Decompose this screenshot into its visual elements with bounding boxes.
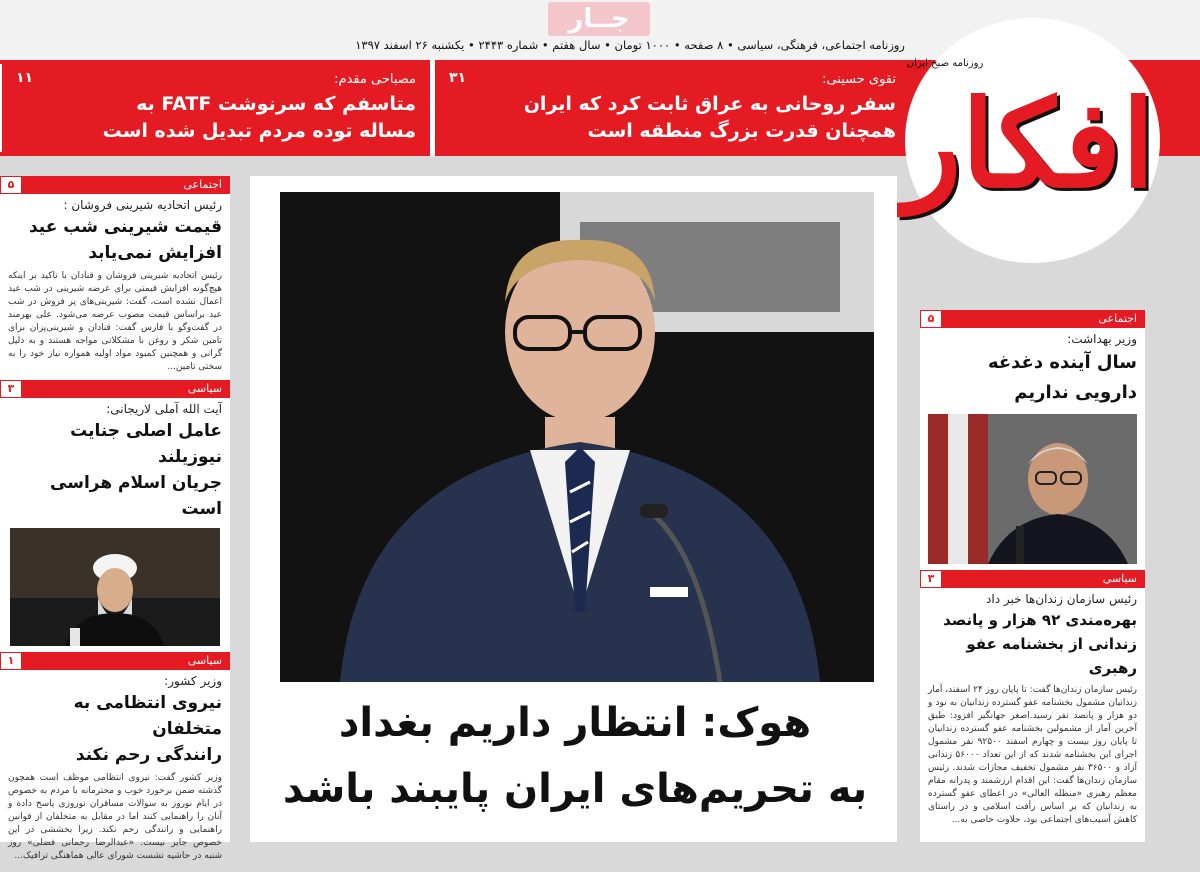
news-item[interactable]	[0, 380, 230, 646]
banner-teaser-fatf[interactable]	[0, 64, 430, 152]
headline-line: سال آینده دغدغه	[987, 352, 1137, 373]
headline-line: رانندگی رحم نکند	[75, 745, 222, 765]
section-label: سیاسی	[1102, 572, 1137, 585]
right-news-column	[920, 310, 1145, 842]
section-label: سیاسی	[187, 382, 222, 395]
section-label: اجتماعی	[183, 178, 222, 191]
page-number: ۵	[920, 310, 942, 328]
section-bar	[0, 176, 230, 194]
section-bar	[0, 380, 230, 398]
news-item[interactable]	[920, 310, 1145, 564]
headline-line: افزایش نمی‌یابد	[88, 243, 222, 263]
banner-teaser-rouhani-iraq[interactable]	[435, 64, 910, 152]
teaser-headline-line: همچنان قدرت بزرگ منطقه است	[587, 120, 896, 142]
portrait-illustration	[928, 414, 1137, 564]
teaser-headline	[16, 91, 416, 145]
section-label: سیاسی	[187, 654, 222, 667]
news-headline	[0, 416, 230, 522]
teaser-page-number: ۱۱	[16, 70, 34, 86]
section-bar	[0, 652, 230, 670]
health-minister-photo	[928, 414, 1137, 564]
news-kicker: وزیر بهداشت:	[1067, 332, 1137, 346]
news-headline	[0, 212, 230, 266]
section-label: اجتماعی	[1098, 312, 1137, 325]
teaser-headline	[449, 91, 896, 145]
main-headline[interactable]	[262, 690, 888, 835]
page-number: ۱	[0, 652, 22, 670]
news-headline	[0, 688, 230, 768]
teaser-page-number: ۳۱	[449, 70, 467, 86]
news-body: رئیس سازمان زندان‌ها گفت: تا پایان روز ۲۴ اسفند، آمار زندانیان مشمول بخشنامه عفو گسترده زندانیان به نود و دو هزار و پانصد نفر رسید.اصغر جهانگیر افزود: طبق آخرین آمار از مشمولین بخشنامه عفو گسترده زندانیان تا پایان روز بیست و چهارم اسفند ۹۲۵۰۰ نفر مشمول اجرای این بخشنامه شدند که از این تعداد ۵۶۰۰۰ زندانی آزاد و ۳۶۵۰۰ نفر مشمول تخفیف مجازات شدند. رئیس سازمان زندان‌ها گفت: این اقدام ارزشمند و پدرانه مقام معظم رهبری «منظله العالی» در اعطای عفو گسترده به زندانیان که بر اساس رأفت اسلامی و در راستای کاهش آسیب‌های اجتماعی بود، حلاوت خاصی به...	[928, 685, 1138, 825]
news-kicker: رئیس اتحادیه شیرینی فروشان :	[63, 198, 222, 212]
news-headline	[920, 606, 1145, 680]
logo-subtitle: روزنامه صبح ایران	[906, 58, 984, 69]
main-story-photo[interactable]	[280, 192, 874, 682]
news-kicker: آیت الله آملی لاریجانی:	[106, 402, 222, 416]
news-kicker: وزیر کشور:	[164, 674, 222, 688]
section-bar	[920, 570, 1145, 588]
teaser-kicker: تقوی حسینی:	[822, 72, 896, 87]
headline-line: جریان اسلام هراسی است	[50, 473, 222, 519]
teaser-headline-line: متاسفم که سرنوشت FATF به	[136, 93, 416, 115]
news-item[interactable]	[0, 176, 230, 380]
news-body: وزیر کشور گفت: نیروی انتظامی موظف است همچون گذشته ضمن برخورد خوب و محترمانه با مردم به خصوص در ایام نوروز به سوالات مسافران نوروزی پاسخ داده و آنان را راهنمایی کنند اما در مقابل به متخلفان از قوانین راهنمایی و رانندگی رحم نکند. زیرا بخششی در این خصوص جایز نیست. «عبدالرضا رحمانی فضلی» روز شنبه در حاشیه نشست شورای عالی هماهنگی ترافیک...	[8, 773, 222, 861]
headline-line: نیروی انتظامی به متخلفان	[73, 693, 222, 739]
page-number: ۳	[920, 570, 942, 588]
issue-info-line: روزنامه اجتماعی، فرهنگی، سیاسی • ۸ صفحه • ۱۰۰۰ تومان • سال هفتم • شماره ۲۴۴۳ • یکشنبه ۲۶ اسفند ۱۳۹۷	[355, 38, 905, 52]
main-headline-line: به تحریم‌های ایران پایبند باشد	[282, 766, 868, 812]
page-number: ۵	[0, 176, 22, 194]
teaser-headline-line: مساله توده مردم تبدیل شده است	[102, 120, 416, 142]
portrait-illustration	[10, 528, 220, 646]
teaser-headline-line: سفر روحانی به عراق ثابت کرد که ایران	[523, 93, 896, 115]
headline-line: بهره‌مندی ۹۲ هزار و پانصد	[943, 611, 1137, 629]
cleric-portrait-photo	[10, 528, 220, 646]
headline-line: زندانی از بخشنامه عفو رهبری	[966, 635, 1137, 677]
teaser-kicker: مصباحی مقدم:	[334, 72, 416, 87]
left-news-column	[0, 176, 230, 861]
headline-line: قیمت شیرینی شب عید	[28, 217, 222, 237]
news-item[interactable]	[0, 652, 230, 872]
newspaper-logo: افکار	[903, 74, 1155, 215]
speaker-photo-illustration	[280, 192, 874, 682]
news-kicker: رئیس سازمان زندان‌ها خبر داد	[986, 592, 1137, 606]
headline-line: دارویی نداریم	[1014, 382, 1137, 403]
page-number: ۳	[0, 380, 22, 398]
side-publication-logo: جــار	[548, 2, 650, 36]
section-bar	[920, 310, 1145, 328]
news-body: رئیس اتحادیه شیرینی فروشان و قنادان با تاکید بر اینکه هیچ‌گونه افزایش قیمتی برای عرضه شیرینی در شب عید اعمال نشده است، گفت: شیرینی‌های پر فروش در شب عید براساس قیمت مصوب عرضه می‌شود. علی بهرمند در گفت‌وگو با فارس گفت: قنادان و شیرینی‌پزان برای تامین شکر و روغن با مشکلاتی مواجه هستند و به دلیل گرانی و همچنین کمبود مواد اولیه همواره نیاز خود را به سختی تامین...	[8, 271, 222, 372]
main-headline-line: هوک: انتظار داریم بغداد	[338, 700, 812, 746]
news-headline	[920, 346, 1145, 408]
news-item[interactable]	[920, 570, 1145, 824]
headline-line: عامل اصلی جنایت نیوزیلند	[70, 421, 222, 467]
